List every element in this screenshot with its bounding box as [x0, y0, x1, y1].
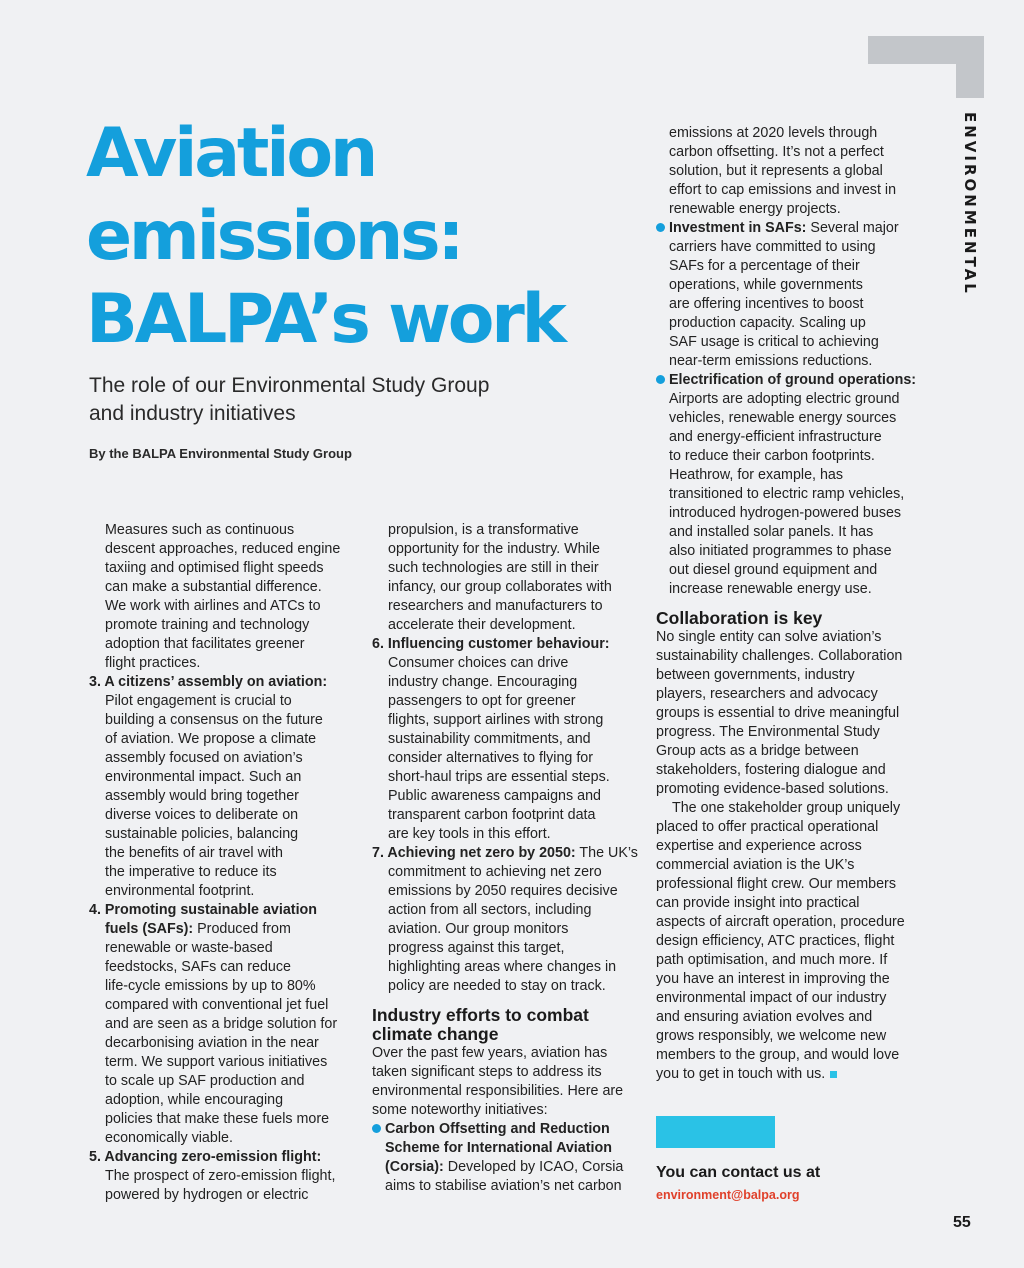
- body-line: propulsion, is a transformative: [388, 522, 579, 538]
- section-tag: ENVIRONMENTAL: [961, 112, 979, 296]
- body-line: taxiing and optimised flight speeds: [105, 560, 324, 576]
- body-line: carriers have committed to using: [669, 239, 876, 255]
- body-line: aims to stabilise aviation’s net carbon: [385, 1178, 622, 1194]
- body-line: between governments, industry: [656, 667, 855, 683]
- body-line: emissions at 2020 levels through: [669, 125, 878, 141]
- body-column-3: [656, 124, 926, 1084]
- body-line: players, researchers and advocacy: [656, 686, 878, 702]
- body-line: some noteworthy initiatives:: [372, 1102, 548, 1118]
- body-line: transparent carbon footprint data: [388, 807, 596, 823]
- body-line: progress against this target,: [388, 940, 565, 956]
- body-line: Consumer choices can drive: [388, 655, 569, 671]
- accent-block: [656, 1116, 775, 1148]
- body-line: promote training and technology: [105, 617, 310, 633]
- body-line: can provide insight into practical: [656, 895, 860, 911]
- body-line: and installed solar panels. It has: [669, 524, 874, 540]
- body-line: the imperative to reduce its: [105, 864, 277, 880]
- body-line: renewable energy projects.: [669, 201, 841, 217]
- title-line: Aviation: [86, 114, 376, 193]
- body-line: Airports are adopting electric ground: [669, 391, 900, 407]
- body-line: solution, but it represents a global: [669, 163, 883, 179]
- body-line: the benefits of air travel with: [105, 845, 284, 861]
- body-line: promoting evidence-based solutions.: [656, 781, 889, 797]
- body-line: adoption that facilitates greener: [105, 636, 305, 652]
- body-text: Developed by ICAO, Corsia: [443, 1159, 624, 1175]
- body-line: grows responsibly, we welcome new: [656, 1028, 887, 1044]
- body-line: are key tools in this effort.: [388, 826, 551, 842]
- body-line: progress. The Environmental Study: [656, 724, 880, 740]
- body-line: assembly focused on aviation’s: [105, 750, 303, 766]
- bullet-dot-icon: [656, 375, 665, 384]
- body-line: SAFs for a percentage of their: [669, 258, 860, 274]
- body-line: transitioned to electric ramp vehicles,: [669, 486, 905, 502]
- body-line: Over the past few years, aviation has: [372, 1045, 608, 1061]
- body-line: life-cycle emissions by up to 80%: [105, 978, 316, 994]
- section-subheading: climate change: [372, 1024, 499, 1044]
- body-line: are offering incentives to boost: [669, 296, 864, 312]
- body-line: effort to cap emissions and invest in: [669, 182, 897, 198]
- list-item-heading: 5. Advancing zero-emission flight:: [89, 1149, 322, 1165]
- body-line: accelerate their development.: [388, 617, 576, 633]
- body-line: policies that make these fuels more: [105, 1111, 330, 1127]
- body-line: action from all sectors, including: [388, 902, 592, 918]
- body-line: carbon offsetting. It’s not a perfect: [669, 144, 884, 160]
- corner-bracket-vertical: [956, 36, 984, 98]
- body-line: Heathrow, for example, has: [669, 467, 844, 483]
- body-line: short-haul trips are essential steps.: [388, 769, 610, 785]
- bullet-dot-icon: [656, 223, 665, 232]
- list-item-heading: fuels (SAFs):: [105, 921, 194, 937]
- body-line: environmental impact of our industry: [656, 990, 887, 1006]
- body-line: increase renewable energy use.: [669, 581, 872, 597]
- body-line: placed to offer practical operational: [656, 819, 879, 835]
- body-line: highlighting areas where changes in: [388, 959, 617, 975]
- body-line: production capacity. Scaling up: [669, 315, 866, 331]
- body-text: Produced from: [193, 921, 291, 937]
- body-line: aviation. Our group monitors: [388, 921, 569, 937]
- end-mark-icon: [830, 1071, 837, 1078]
- body-line: to scale up SAF production and: [105, 1073, 305, 1089]
- body-line: path optimisation, and much more. If: [656, 952, 888, 968]
- body-line: [89, 920, 364, 939]
- body-line: flight practices.: [105, 655, 201, 671]
- body-line: [372, 844, 642, 863]
- body-line: commercial aviation is the UK’s: [656, 857, 855, 873]
- standfirst: [89, 372, 559, 428]
- body-line: We work with airlines and ATCs to: [105, 598, 321, 614]
- body-line: building a consensus on the future: [105, 712, 323, 728]
- section-subheading: Collaboration is key: [656, 608, 823, 628]
- body-line: industry change. Encouraging: [388, 674, 578, 690]
- body-line: environmental footprint.: [105, 883, 255, 899]
- body-line: and are seen as a bridge solution for: [105, 1016, 338, 1032]
- body-line: assembly would bring together: [105, 788, 299, 804]
- body-line: members to the group, and would love: [656, 1047, 900, 1063]
- body-line: [656, 219, 926, 238]
- body-line: economically viable.: [105, 1130, 233, 1146]
- body-line: Public awareness campaigns and: [388, 788, 601, 804]
- body-line: sustainability commitments, and: [388, 731, 591, 747]
- body-line: professional flight crew. Our members: [656, 876, 896, 892]
- bullet-heading-text: Investment in SAFs:: [669, 220, 807, 236]
- list-item-heading: 4. Promoting sustainable aviation: [89, 902, 318, 918]
- body-text: The UK’s: [575, 845, 638, 861]
- body-line: SAF usage is critical to achieving: [669, 334, 879, 350]
- list-item-heading: 7. Achieving net zero by 2050:: [372, 845, 576, 861]
- body-line: descent approaches, reduced engine: [105, 541, 341, 557]
- contact-email-link[interactable]: environment@balpa.org: [656, 1188, 800, 1202]
- body-line: opportunity for the industry. While: [388, 541, 600, 557]
- body-line: introduced hydrogen-powered buses: [669, 505, 902, 521]
- body-line: No single entity can solve aviation’s: [656, 629, 882, 645]
- body-line: The prospect of zero-emission flight,: [105, 1168, 336, 1184]
- body-line: term. We support various initiatives: [105, 1054, 328, 1070]
- body-line: and ensuring aviation evolves and: [656, 1009, 873, 1025]
- body-line: infancy, our group collaborates with: [388, 579, 612, 595]
- body-column-1: [89, 521, 364, 1205]
- body-line: also initiated programmes to phase: [669, 543, 892, 559]
- bullet-heading: [372, 1120, 642, 1139]
- body-line: [656, 1065, 926, 1084]
- body-line: of aviation. We propose a climate: [105, 731, 317, 747]
- body-line: vehicles, renewable energy sources: [669, 410, 897, 426]
- bullet-dot-icon: [372, 1124, 381, 1133]
- title-line: BALPA’s work: [86, 280, 564, 359]
- section-subheading: Industry efforts to combat: [372, 1005, 589, 1025]
- body-line: sustainable policies, balancing: [105, 826, 299, 842]
- bullet-heading-text: Electrification of ground operations:: [669, 372, 917, 388]
- bullet-heading-text: (Corsia):: [385, 1159, 444, 1175]
- body-text: Several major: [806, 220, 899, 236]
- body-line: aspects of aircraft operation, procedure: [656, 914, 905, 930]
- body-line: design efficiency, ATC practices, flight: [656, 933, 895, 949]
- bullet-heading: [656, 371, 926, 390]
- body-line: taken significant steps to address its: [372, 1064, 602, 1080]
- list-item-heading: 6. Influencing customer behaviour:: [372, 636, 610, 652]
- page-number: 55: [953, 1214, 971, 1231]
- body-line: emissions by 2050 requires decisive: [388, 883, 618, 899]
- byline: By the BALPA Environmental Study Group: [89, 446, 352, 461]
- body-line: adoption, while encouraging: [105, 1092, 284, 1108]
- body-line: to reduce their carbon footprints.: [669, 448, 875, 464]
- body-line: consider alternatives to flying for: [388, 750, 594, 766]
- body-line: stakeholders, fostering dialogue and: [656, 762, 886, 778]
- body-line: Group acts as a bridge between: [656, 743, 859, 759]
- body-line: The one stakeholder group uniquely: [672, 800, 901, 816]
- body-line: groups is essential to drive meaningful: [656, 705, 900, 721]
- body-line: sustainability challenges. Collaboration: [656, 648, 903, 664]
- body-line: renewable or waste-based: [105, 940, 273, 956]
- body-line: flights, support airlines with strong: [388, 712, 604, 728]
- bullet-heading: Scheme for International Aviation: [385, 1140, 612, 1156]
- standfirst-line: and industry initiatives: [89, 402, 296, 425]
- body-line: and energy-efficient infrastructure: [669, 429, 882, 445]
- body-line: policy are needed to stay on track.: [388, 978, 606, 994]
- body-line: operations, while governments: [669, 277, 863, 293]
- body-line: such technologies are still in their: [388, 560, 599, 576]
- body-line: can make a substantial difference.: [105, 579, 322, 595]
- body-line: out diesel ground equipment and: [669, 562, 878, 578]
- body-line: commitment to achieving net zero: [388, 864, 602, 880]
- body-line: decarbonising aviation in the near: [105, 1035, 319, 1051]
- body-line: environmental impact. Such an: [105, 769, 302, 785]
- body-line: Measures such as continuous: [105, 522, 295, 538]
- article-title: [86, 112, 646, 361]
- title-line: emissions:: [86, 197, 462, 276]
- body-line: passengers to opt for greener: [388, 693, 576, 709]
- body-text: you to get in touch with us.: [656, 1066, 826, 1082]
- body-line: expertise and experience across: [656, 838, 862, 854]
- body-line: [372, 1158, 642, 1177]
- body-line: near-term emissions reductions.: [669, 353, 873, 369]
- bullet-heading-text: Carbon Offsetting and Reduction: [385, 1121, 610, 1137]
- body-line: feedstocks, SAFs can reduce: [105, 959, 291, 975]
- body-line: compared with conventional jet fuel: [105, 997, 329, 1013]
- body-line: environmental responsibilities. Here are: [372, 1083, 624, 1099]
- body-line: powered by hydrogen or electric: [105, 1187, 309, 1203]
- contact-heading: You can contact us at: [656, 1164, 821, 1181]
- body-line: researchers and manufacturers to: [388, 598, 603, 614]
- body-line: Pilot engagement is crucial to: [105, 693, 292, 709]
- body-line: diverse voices to deliberate on: [105, 807, 299, 823]
- list-item-heading: 3. A citizens’ assembly on aviation:: [89, 674, 328, 690]
- body-line: you have an interest in improving the: [656, 971, 890, 987]
- body-column-2: [372, 521, 642, 1196]
- standfirst-line: The role of our Environmental Study Group: [89, 374, 490, 397]
